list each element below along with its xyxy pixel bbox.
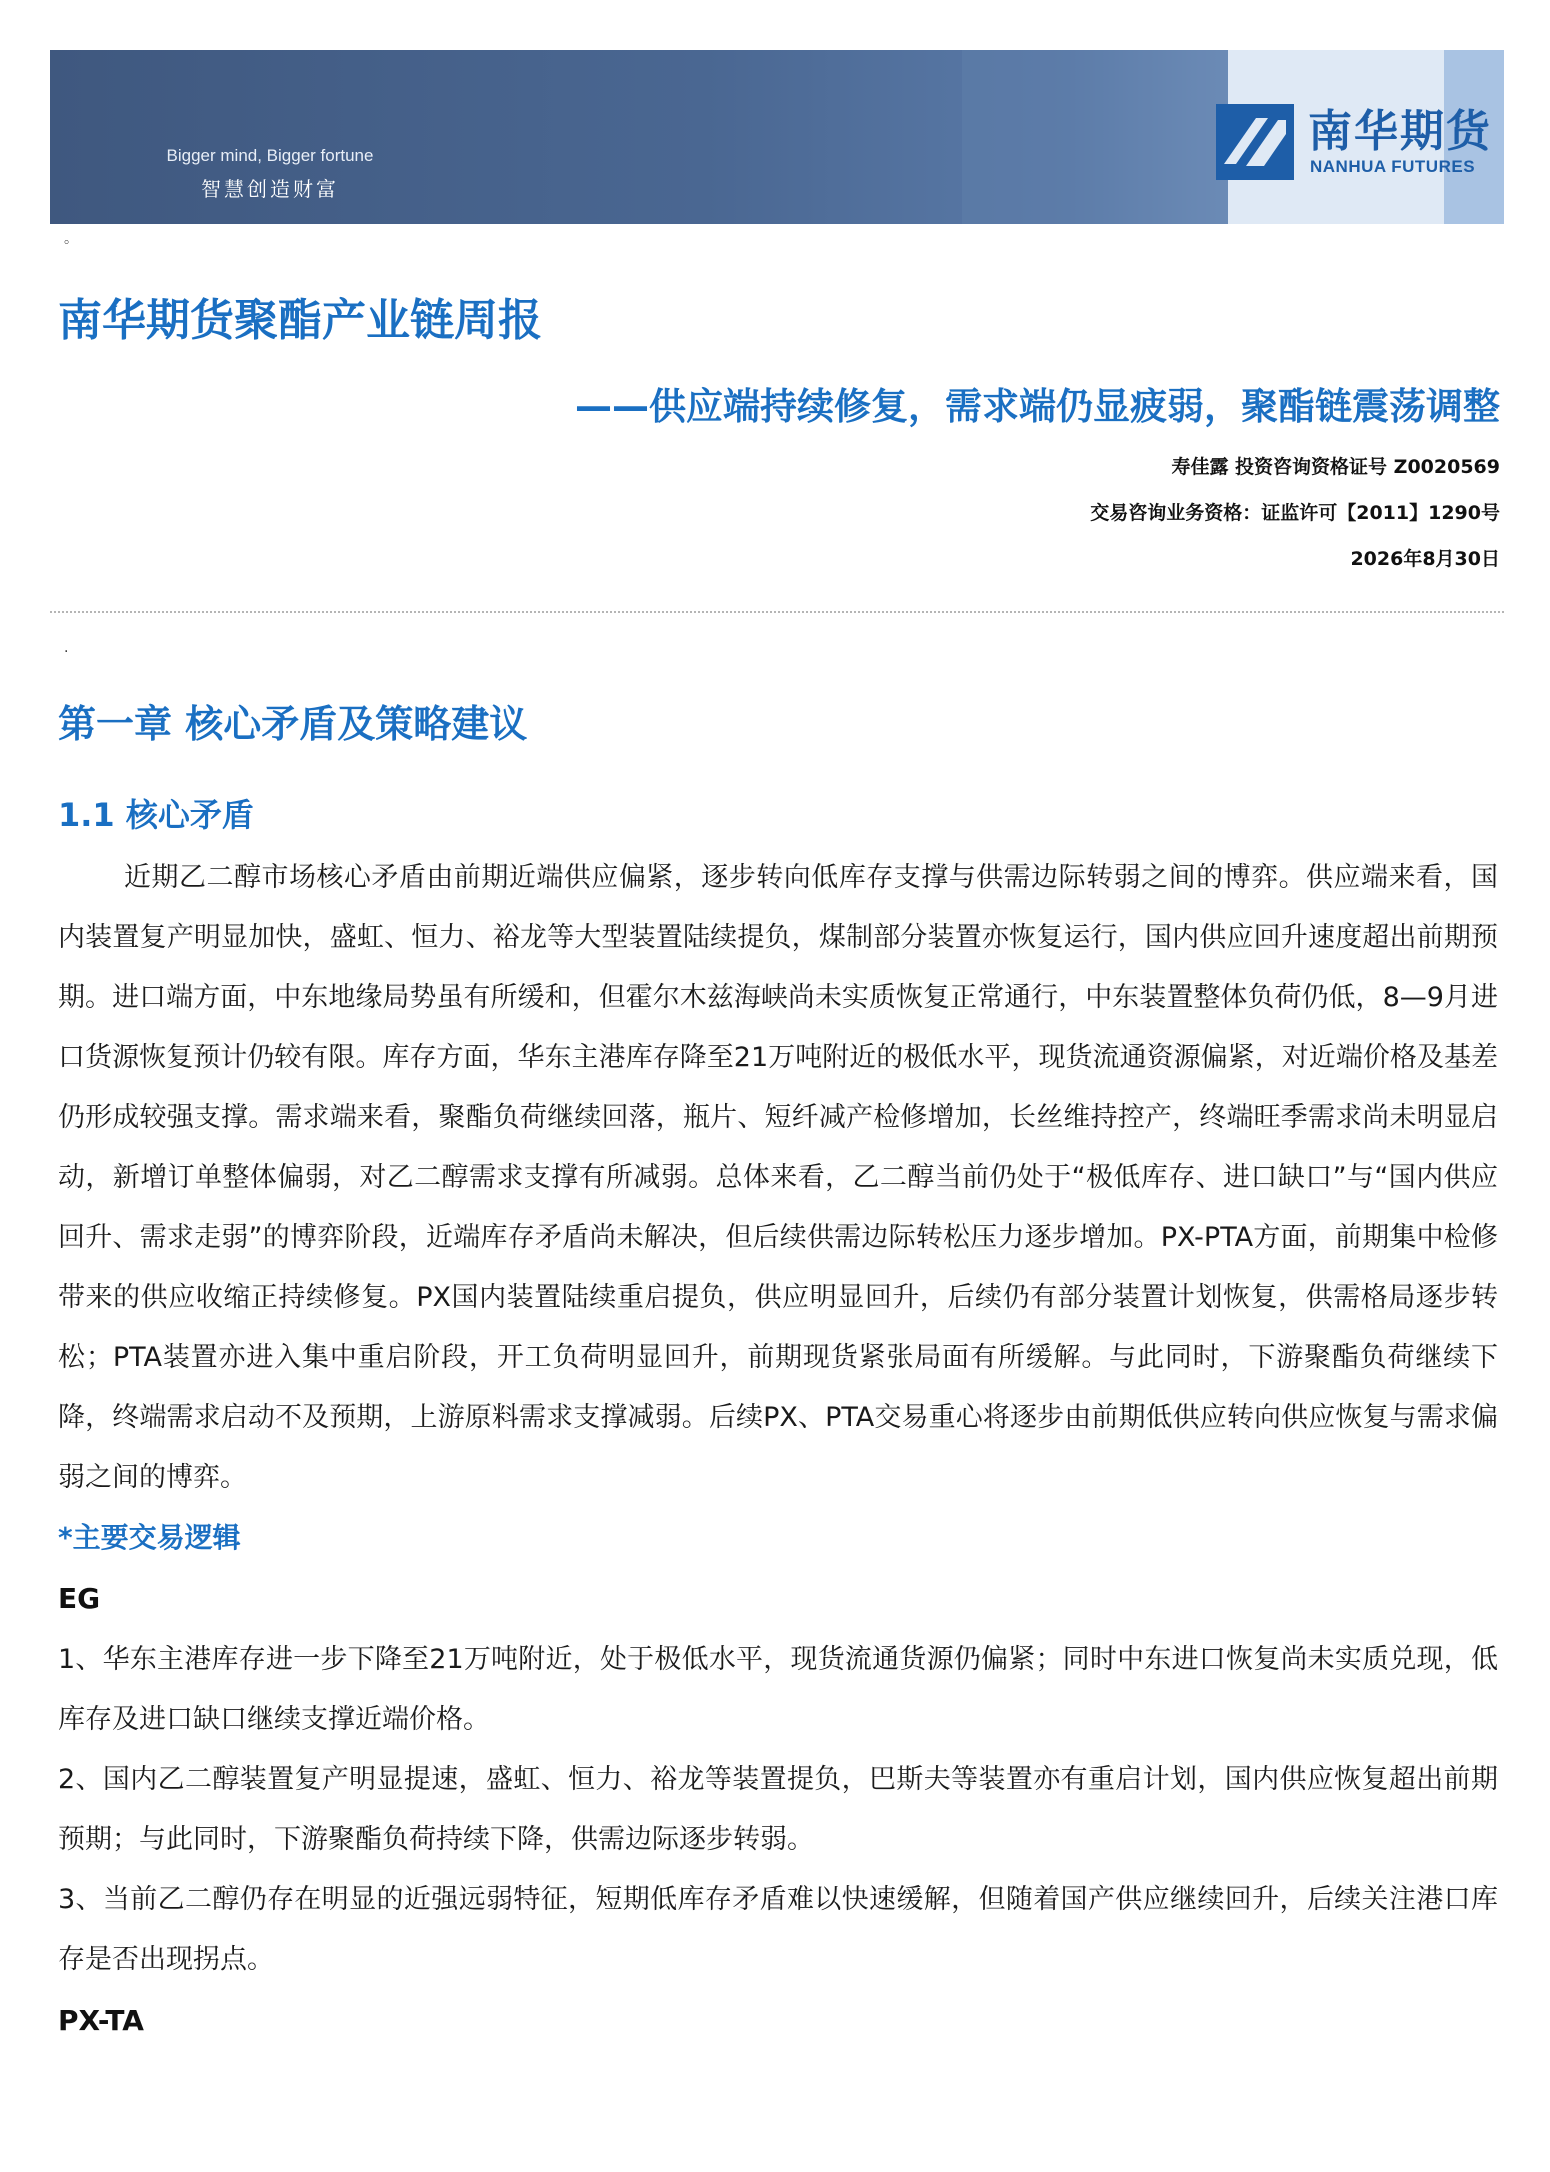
logo-mark-icon: [1216, 104, 1294, 180]
logo-chinese-text: 南华期货: [1308, 106, 1492, 157]
logo-english-text: NANHUA FUTURES: [1310, 157, 1476, 176]
author-credential: 寿佳露 投资咨询资格证号 Z0020569: [1171, 456, 1500, 478]
eg-heading: EG: [58, 1582, 101, 1615]
license-number: 交易咨询业务资格：证监许可【2011】1290号: [1090, 502, 1500, 524]
eg-point: 1、华东主港库存进一步下降至21万吨附近，处于极低水平，现货流通货源仍偏紧；同时中东进口恢复尚未实质兑现，低库存及进口缺口继续支撑近端价格。: [58, 1644, 1498, 1735]
logic-heading: *主要交易逻辑: [58, 1521, 241, 1554]
core-paragraph: 近期乙二醇市场核心矛盾由前期近端供应偏紧，逐步转向低库存支撑与供需边际转弱之间的博弈。供应端来看，国内装置复产明显加快，盛虹、恒力、裕龙等大型装置陆续提负，煤制部分装置亦恢复运行，国内供应回升速度超出前期预期。进口端方面，中东地缘局势虽有所缓和，但霍尔木兹海峡尚未实质恢复正常通行，中东装置整体负荷仍低，8—9月进口货源恢复预计仍较有限。库存方面，华东主港库存降至21万吨附近的极低水平，现货流通资源偏紧，对近端价格及基差仍形成较强支撑。需求端来看，聚酯负荷继续回落，瓶片、短纤减产检修增加，长丝维持控产，终端旺季需求尚未明显启动，新增订单整体偏弱，对乙二醇需求支撑有所减弱。总体来看，乙二醇当前仍处于“极低库存、进口缺口”与“国内供应回升、需求走弱”的博弈阶段，近端库存矛盾尚未解决，但后续供需边际转松压力逐步增加。PX-PTA方面，前期集中检修带来的供应收缩正持续修复。PX国内装置陆续重启提负，供应明显回升，后续仍有部分装置计划恢复，供需格局逐步转松；PTA装置亦进入集中重启阶段，开工负荷明显回升，前期现货紧张局面有所缓解。与此同时，下游聚酯负荷继续下降，终端需求启动不及预期，上游原料需求支撑减弱。后续PX、PTA交易重心将逐步由前期低供应转向供应恢复与需求偏弱之间的博弈。: [58, 862, 1498, 1493]
report-title: 南华期货聚酯产业链周报: [58, 295, 542, 346]
company-logo: [1216, 104, 1496, 180]
slogan-chinese: 智慧创造财富: [201, 177, 339, 201]
report-date: 2026年8月30日: [1350, 548, 1500, 570]
eg-point: 3、当前乙二醇仍存在明显的近强远弱特征，短期低库存矛盾难以快速缓解，但随着国产供应继续回升，后续关注港口库存是否出现拐点。: [58, 1884, 1498, 1975]
banner-stripe: [962, 50, 1228, 224]
report-subtitle: ——供应端持续修复，需求端仍显疲弱，聚酯链震荡调整: [575, 385, 1500, 428]
slogan-english: Bigger mind, Bigger fortune: [166, 146, 374, 165]
header-banner: [50, 50, 1504, 224]
stray-mark: 。: [64, 231, 78, 247]
eg-point: 2、国内乙二醇装置复产明显提速，盛虹、恒力、裕龙等装置提负，巴斯夫等装置亦有重启计划，国内供应恢复超出前期预期；与此同时，下游聚酯负荷持续下降，供需边际逐步转弱。: [58, 1764, 1498, 1855]
section-divider: [50, 611, 1504, 613]
body-content: [58, 848, 1498, 2052]
chapter-title: 第一章 核心矛盾及策略建议: [58, 702, 528, 746]
section-title: 1.1 核心矛盾: [58, 796, 254, 834]
pxta-heading: PX-TA: [58, 2004, 144, 2037]
stray-mark: .: [64, 640, 69, 656]
